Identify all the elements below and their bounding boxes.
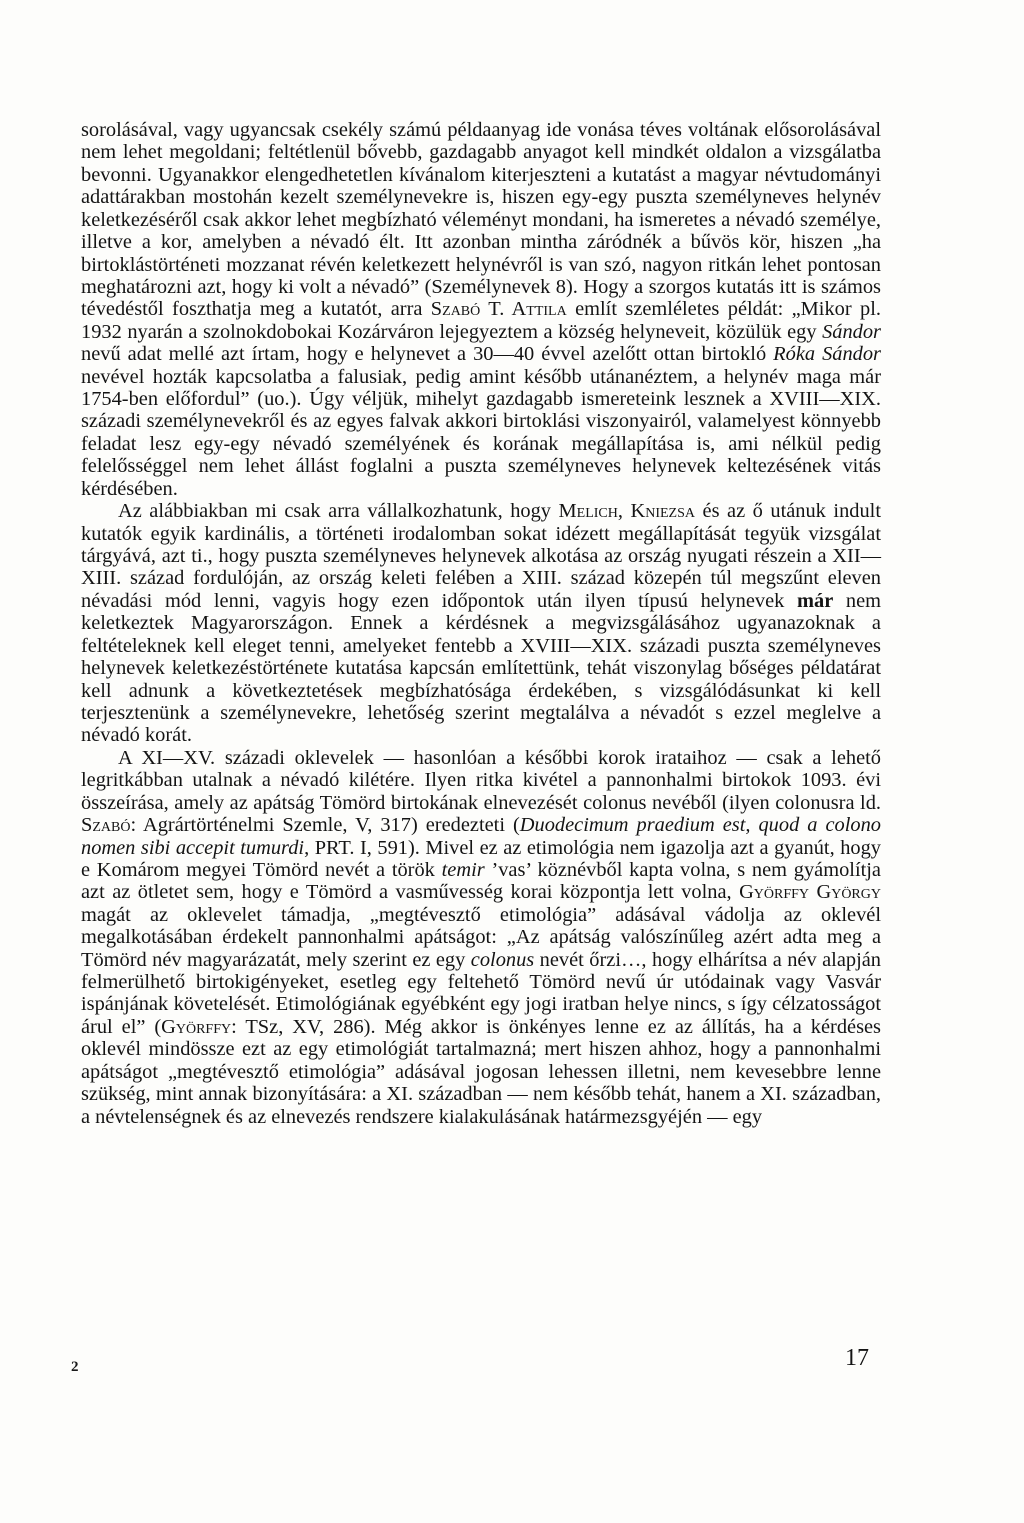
text-run: nevű adat mellé azt írtam, hogy e helynevet a 30—40 évvel azelőtt ottan birtokló (81, 343, 774, 366)
text-run: ’vas’ köznévből kapta volna, s nem gyámolítja azt az ötletet sem, hogy e Tömörd a vasművesség korai központja lett volna, (81, 858, 881, 904)
text-run: és az ő utánuk indult kutatók egyik kardinális, a történeti irodalomban sokat idézett megállapítását tegyük vizsgálat tárgyává, azt ti., hogy puszta személyneves helynevek alkotása az ország nyugati részein a XII—XIII. század fordulóján, az ország keleti felében a XIII. század közepén túl megszűnt eleven névadási mód lenni, vagyis hogy ezen időpontok után ilyen típusú helynevek (81, 500, 881, 612)
text-run: említ szemléletes példát: „Mikor pl. 1932 nyarán a szolnokdobokai Kozárváron lejegyeztem a község helyneveit, közülük egy (81, 298, 881, 343)
author-name: Kniezsa (630, 500, 695, 523)
signature-mark: 2 (71, 1359, 79, 1375)
text-run: sorolásával, vagy ugyancsak csekély számú példaanyag ide vonása téves voltának elősorolásával nem lehet megoldani; feltétlenül bővebb, gazdagabb anyagot kell mindkét oldalon a vizsgálatba bevonni. Ugyanakkor elengedhetetlen kívánalom kiterjeszteni a kutatást a magyar névtudományi adattárakban mostohán kezelt személynevekre is, hiszen egy-egy puszta személyneves helynév keletkezéséről csak akkor lehet megbízható véleményt mondani, ha ismeretes a névadó személye, illetve a kor, amelyben a névadó élt. Itt azonban mintha záródnék a bűvös kör, hiszen „ha birtoklástörténeti mozzanat révén keletkezett helynévről is van szó, nagyon ritkán lehet pontosan meghatározni azt, hogy ki volt a névadó” (Személynevek 8). Hogy a szorgos kutatás itt is számos tévedéstől foszthatja meg a kutatót, arra (81, 119, 881, 321)
paragraph (81, 747, 881, 1128)
paragraph (81, 119, 881, 500)
bold-text: már (797, 589, 834, 612)
italic-text: Duodecimum praedium est, quod a colono nomen sibi accepit tumurdi (81, 814, 881, 859)
author-name: Györffy (161, 1015, 232, 1038)
italic-text: colonus (470, 948, 535, 971)
author-name: Szabó T. Attila (430, 298, 567, 321)
text-run: , PRT. I, 591). Mivel ez az etimológia nem igazolja azt a gyanút, hogy e Komárom megyei Tömörd nevét a török (81, 836, 881, 881)
text-run: nevével hozták kapcsolatba a falusiak, pedig amint később utánanéztem, a helynév maga már 1754-ben előfordul” (uo.). Úgy véljük, mihelyt gazdagabb ismereteink lesznek a XVIII—XIX. századi személynevekről és az egyes falvak akkori birtoklási viszonyairól, valamelyest könnyebb feladat lesz egy-egy névadó személyének és korának megállapítása is, ami nélkül pedig felelősséggel nem lehet állást foglalni a puszta személyneves helynevek keltezésének vitás kérdésében. (81, 365, 881, 500)
text-run: nevét őrzi…, hogy elhárítsa a név alapján felmerülhető birtokigényeket, esetleg egy feltehető Tömörd nevű úr utódainak vagy Vasvár ispánjának követelését. Etimológiának egyébként egy jogi iratban helye nincs, s így célzatosságot árul el” ( (81, 948, 881, 1038)
author-name: Szabó (81, 814, 131, 837)
text-run: nem keletkeztek Magyarországon. Ennek a kérdésnek a megvizsgálásához ugyanazoknak a feltételeknek kell eleget tenni, amelyeket fentebb a XVIII—XIX. századi puszta személyneves helynevek keletkezéstörténete kutatása kapcsán említettünk, tehát viszonylag bőséges példatárat kell adnunk a következtetések megbízhatósága érdekében, s vizsgálódásunkat ki kell terjesztenünk a személynevekre, lehetőség szerint megtalálva a névadót s ezzel meglelve a névadó korát. (81, 589, 881, 747)
text-run: : Agrártörténelmi Szemle, V, 317) eredezteti ( (130, 814, 520, 837)
text-run: , (617, 500, 631, 523)
text-run: magát az oklevelet támadja, „megtévesztő etimológia” adásával vádolja az oklevél megalkotásában érdekelt pannonhalmi apátságot: „Az apátság valószínűleg azért adta meg a Tömörd név magyarázatát, mely szerint ez egy (81, 903, 881, 971)
body-text (81, 119, 881, 1128)
text-run: A XI—XV. századi oklevelek — hasonlóan a későbbi korok irataihoz — csak a lehető legritkábban utalnak a névadó kilétére. Ilyen ritka kivétel a pannonhalmi birtokok 1093. évi összeírása, amely az apátság Tömörd birtokának elnevezését colonus nevéből (ilyen colonusra ld. (81, 746, 881, 814)
italic-text: Róka Sándor (773, 343, 881, 366)
italic-text: Sándor (822, 320, 881, 343)
italic-text: temir (441, 858, 485, 881)
page-number: 17 (845, 1345, 869, 1371)
paragraph (81, 500, 881, 747)
author-name: Melich (558, 500, 618, 523)
text-run: : TSz, XV, 286). Még akkor is önkényes lenne ez az állítás, ha a kérdéses oklevél mindössze ezt az egy etimológiát tartalmazná; mert hiszen ahhoz, hogy a pannonhalmi apátságot „megtévesztő etimológia” adásával jogosan lehessen illetni, nem kevesebbre lenne szükség, mint annak bizonyítására: a XI. században — nem később tehát, hanem a XI. században, a névtelenségnek és az elnevezés rendszere kialakulásának határmezsgyéjén — egy (81, 1015, 881, 1128)
text-run: Az alábbiakban mi csak arra vállalkozhatunk, hogy (118, 500, 559, 523)
author-name: Györffy György (739, 881, 881, 904)
